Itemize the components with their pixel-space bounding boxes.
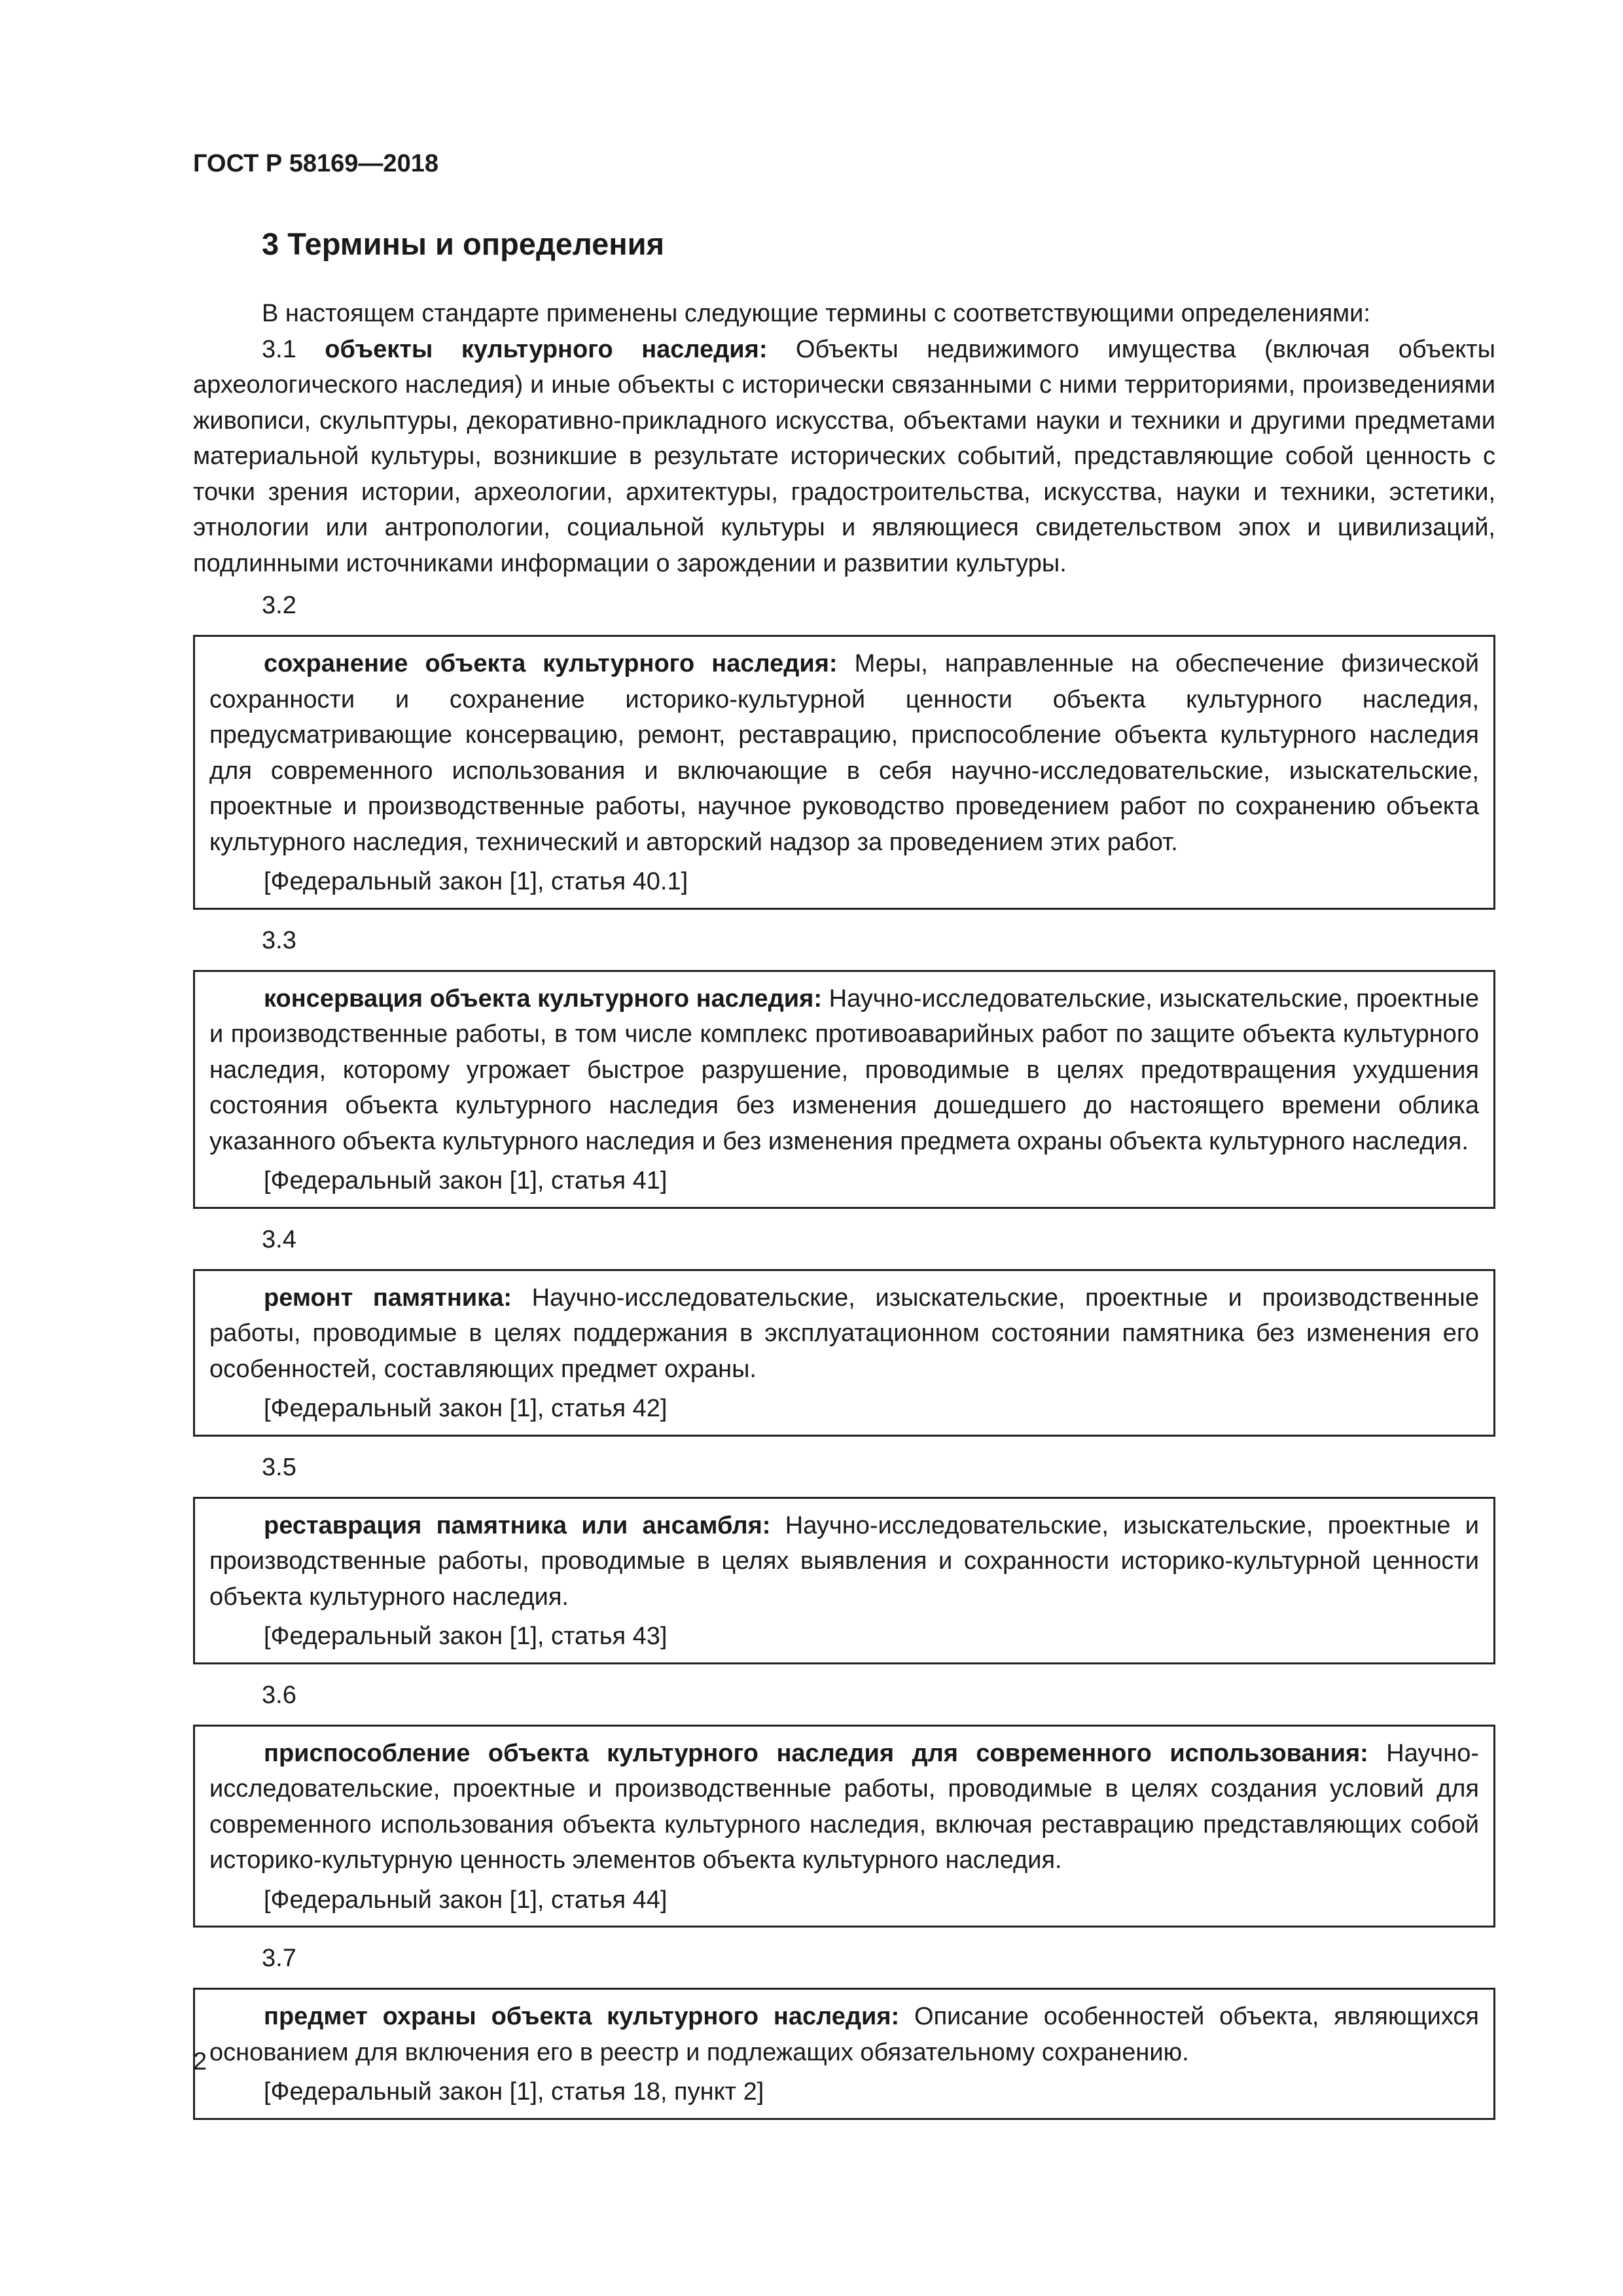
page-number: 2 (193, 2048, 207, 2075)
term-definition: Научно-исследовательские, проектные и производственные работы, проводимые в целях создания условий для современного использования объекта культурного наследия, включая реставрацию представляющих собой историко-культурную ценность элементов объекта культурного наследия. (209, 1739, 1479, 1874)
term-definition: Меры, направленные на обеспечение физической сохранности и сохранение историко-культурной ценности объекта культурного наследия, предусматривающие консервацию, ремонт, реставрацию, приспособление объекта культурного наследия для современного использования и включающие в себя научно-исследовательские, изыскательские, проектные и производственные работы, научное руководство проведением работ по сохранению объекта культурного наследия, технический и авторский надзор за проведением этих работ. (209, 650, 1480, 856)
intro-paragraph: В настоящем стандарте применены следующие термины с соответствующими определениями: (262, 300, 1370, 327)
term-definition: Описание особенностей объекта, являющихся основанием для включения его в реестр и подлежащих обязательному сохранению. (209, 2003, 1479, 2066)
term-number-3-6: 3.6 (262, 1681, 296, 1709)
section-content (193, 296, 1495, 2133)
document-code-header: ГОСТ Р 58169—2018 (193, 150, 438, 177)
term-name: объекты культурного наследия: (325, 335, 768, 363)
term-name: предмет охраны объекта культурного наследия: (264, 2003, 900, 2030)
term-box-3-6 (193, 1725, 1495, 1928)
term-definition: Научно-исследовательские, изыскательские, проектные и производственные работы, проводимые в целях поддержания в эксплуатационном состоянии памятника без изменения его особенностей, составляющих предмет охраны. (209, 1283, 1480, 1383)
term-definition: Научно-исследовательские, изыскательские, проектные и производственные работы, проводимые в целях выявления и сохранности историко-культурной ценности объекта культурного наследия. (209, 1511, 1480, 1611)
term-box-3-7 (193, 1988, 1495, 2120)
section-title: 3 Термины и определения (262, 226, 664, 261)
term-paragraph (209, 981, 1479, 1160)
term-paragraph (209, 1736, 1479, 1878)
term-3-1-paragraph (193, 332, 1495, 582)
term-paragraph (209, 646, 1479, 860)
term-number: 3.1 (262, 335, 296, 363)
term-name: приспособление объекта культурного наследия для современного использования: (264, 1739, 1368, 1767)
term-source: [Федеральный закон [1], статья 44] (264, 1886, 668, 1914)
term-source: [Федеральный закон [1], статья 41] (264, 1167, 668, 1194)
term-source: [Федеральный закон [1], статья 42] (264, 1395, 668, 1422)
term-number-3-3: 3.3 (262, 926, 296, 954)
term-box-3-5 (193, 1497, 1495, 1664)
term-source: [Федеральный закон [1], статья 18, пункт 2] (264, 2078, 764, 2106)
term-definition: Объекты недвижимого имущества (включая объекты археологического наследия) и иные объекты с исторически связанными с ними территориями, произведениями живописи, скульптуры, декоративно-прикладного искусства, объектами науки и техники и другими предметами материальной культуры, возникшие в результате исторических событий, представляющие собой ценность с точки зрения истории, археологии, архитектуры, градостроительства, искусства, науки и техники, эстетики, этнологии или антропологии, социальной культуры и являющиеся свидетельством эпох и цивилизаций, подлинными источниками информации о зарождении и развитии культуры. (193, 335, 1495, 577)
term-paragraph (209, 1280, 1479, 1388)
term-box-3-4 (193, 1269, 1495, 1437)
term-source: [Федеральный закон [1], статья 43] (264, 1623, 668, 1650)
term-number-3-4: 3.4 (262, 1225, 296, 1253)
term-source: [Федеральный закон [1], статья 40.1] (264, 868, 688, 895)
term-name: реставрация памятника или ансамбля: (264, 1511, 771, 1539)
term-name: ремонт памятника: (264, 1283, 512, 1312)
term-name: консервация объекта культурного наследия: (264, 984, 822, 1013)
term-number-3-2: 3.2 (262, 592, 296, 619)
term-paragraph (209, 1999, 1479, 2070)
term-number-3-5: 3.5 (262, 1453, 296, 1481)
term-paragraph (209, 1508, 1479, 1615)
term-definition: Научно-исследовательские, изыскательские, проектные и производственные работы, в том числе комплекс противоаварийных работ по защите объекта культурного наследия, которому угрожает быстрое разрушение, проводимые в целях предотвращения ухудшения состояния объекта культурного наследия без изменения дошедшего до настоящего времени облика указанного объекта культурного наследия и без изменения предмета охраны объекта культурного наследия. (209, 984, 1480, 1155)
term-number-3-7: 3.7 (262, 1945, 296, 1972)
term-name: сохранение объекта культурного наследия: (264, 650, 838, 677)
term-box-3-3 (193, 970, 1495, 1209)
term-box-3-2 (193, 635, 1495, 910)
